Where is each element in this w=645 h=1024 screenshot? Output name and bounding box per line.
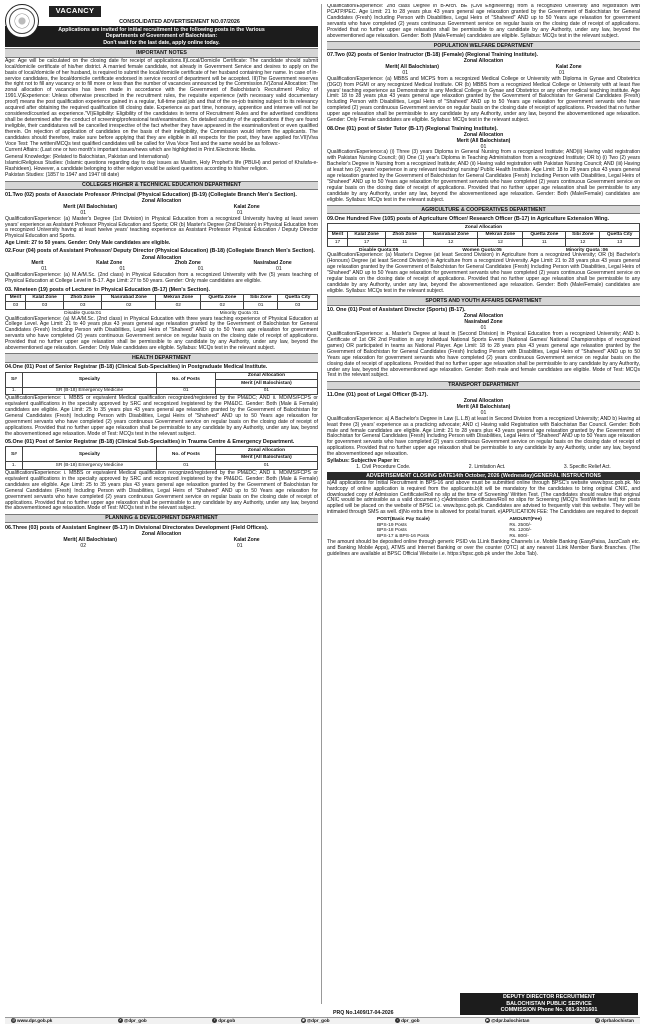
- table-header: Mekran Zone: [156, 294, 201, 302]
- prq-number: PRQ No.1409/17-04-2026: [333, 1009, 394, 1016]
- globe-icon: ◎: [11, 1018, 16, 1023]
- table-cell: BPS-18 Posts: [376, 528, 407, 534]
- table-header: Specialty: [22, 447, 156, 462]
- intro-banner: [5, 26, 318, 47]
- table-cell: 02: [102, 302, 156, 310]
- social-label: @dpr_gob: [306, 1018, 330, 1024]
- table-header: S#: [6, 447, 23, 462]
- table-cell: 01: [156, 387, 215, 395]
- tiktok-icon: ♪: [396, 1018, 399, 1023]
- zone-name: Merit (All Balochistan): [456, 137, 511, 144]
- qualification-text: Qualification/Experience: (a) MBBS and MCPS from a recognized Medical College or University with Diploma in Gynae and Obstetrics (DGO) from PGMI or any recognized Medical Institute. OR (b) MBBS from a recognized Medical College or University with at least five years' teaching experience as Demonstrator in any Medical College in Gynae and Obstetrics or any other medical teaching institute. Age Limit: 18 to 28 years plus 43 years general age relaxation granted by the Government of Balochistan for General Candidates (Fresh) Including Person with Disabilities, Legal Heirs of "Shaheed" AND up to 50 Years age relaxation for government servants who have completed (2) years continuous Government service on regular basis on the closing date of receipt of applications. Provided that no further upper age relaxation shall be permissible to any candidate by any Authority, under any law, beyond the abovementioned age relaxation. Gender: Only Female candidates are eligible. Syllabus: MCQs test in the relevant subject.: [327, 75, 640, 124]
- table-header: Merit (All Balochistan): [215, 380, 317, 388]
- zone-count: 01: [402, 69, 409, 76]
- qualification-text: Qualification/Experience: i. MBBS or equivalent Medical qualification recognized/registered by the PM&DC; AND ii. MD/MS/FCPS or equivalent qualifications in the specialty approved by SRC and recognized /registered by the PM&DC. Gender: Both (Male & Female) candidates are eligible. Age Limit: 25 to 35 years plus 43 years general age relaxation granted by the Government of Balochistan for General Candidates (Fresh) Including Person with Disabilities, Legal Heirs of "Shaheed" AND up to 50 Years age relaxation for government servants who have completed (2) years continuous Government service on regular basis on the closing date of receipt of applications. Provided that no further upper age relaxation shall be permissible to any candidate by any Authority, under any law, beyond the abovementioned age relaxation. Mode of Test: MCQs test in the relevant subject.: [5, 470, 318, 512]
- table-cell: 1.: [6, 387, 23, 395]
- threads-icon: @: [595, 1018, 600, 1023]
- specialty-table: [5, 372, 318, 396]
- table-header: Sibi Zone: [244, 294, 278, 302]
- qualification-text: Qualification/Experience: (a) Master's Degree (at least Second Division) in Agriculture from a recognized University; OR (b) Bachelor's (Honours) Degree (at least Second Division) in Agriculture from a recognized University. Age Limit: 21 to 28 years plus 43 years general age relaxation granted by the Government of Balochistan for General Candidates (Fresh) Including Person with Disabilities, Legal Heirs of "Shaheed" AND up to 50 Years age relaxation for government servants who have completed (2) years continuous Government service on regular basis on the closing date of receipt of applications. Provided that no further upper age relaxation shall be permissible to any candidate by any Authority, under any law, beyond the abovementioned age relaxation. Gender: Both (Male/Female) candidates are eligible. Syllabus: MCQs test in the relevant subject.: [327, 252, 640, 294]
- qualification-text: Qualification/Experience: a. Master's Degree at least in (Second Division) in Physical Education from a recognized University; AND b. Certificate of 1st OR 2nd Position in any Individual National Sports Events (National Games/ National Championships of recognized games) OR participated in teams as National Player. Age Limit: 18 to 28 years plus 43 years general age relaxation granted by the Government of Balochistan for General Candidates (Fresh) Including Person with Disabilities, Legal Heirs of "Shaheed" AND up to 50 Years age relaxation for government servants who have completed (2) years continuous Government service on regular basis on the closing date of receipt of applications. Provided that no further upper age relaxation shall be permissible to any candidate by any Authority, under any law, beyond the abovementioned age relaxation. Gender: Both male and female candidates are eligible. Mode of Test: MCQs Test in the relevant subject.: [327, 331, 640, 379]
- social-label: dpr_gob: [401, 1018, 420, 1024]
- table-header: Merit: [6, 294, 26, 302]
- zone-count: 01: [276, 266, 282, 273]
- quota-item: Women Quota:05: [462, 247, 502, 253]
- zonal-allocation-label: Zonal Allocation: [141, 530, 182, 537]
- table-cell: 1.: [6, 462, 23, 470]
- table-cell: 12: [424, 239, 478, 247]
- quota-item: Minority Quota :06: [565, 247, 608, 253]
- table-cell: BPS-17 & BPS-16 Posts: [376, 533, 430, 539]
- social-label: dprbalochistan: [601, 1018, 634, 1024]
- subject-item: 1. Civil Procedure Code.: [356, 464, 411, 471]
- zonal-allocation-label: Zonal Allocation: [463, 131, 504, 138]
- table-cell: 12: [478, 239, 523, 247]
- table-cell: 01: [244, 302, 278, 310]
- section-heading-population: POPULATION WELFARE DEPARTMENT: [327, 41, 640, 50]
- post-title: 07.Two (02) posts of Senior Instructor (B-18) (Female) (Regional Training Institute).: [327, 51, 539, 58]
- subject-item: 3. Specific Relief Act.: [563, 464, 611, 471]
- qualification-text: Qualification/Experience: (a) M.A/M.Sc. (2nd class) in Physical Education from a recognized University with five (5) years teaching of Physical Education at College Level in B-17. Age Limit: 27 to 50 years. Gender: Only male candidates are eligible.: [5, 272, 318, 285]
- notes-paragraph: Current Affairs: (Last one or two month's important issues/news which are highlighted in Print /Electronic Media.: [5, 147, 257, 153]
- section-heading-sports: SPORTS AND YOUTH AFFAIRS DEPARTMENT: [327, 296, 640, 305]
- left-column: [5, 4, 322, 1004]
- section-heading-transport: TRANSPORT DEPARTMENT: [327, 381, 640, 390]
- fee-table: [374, 517, 593, 539]
- quota-item: Disable Quota:01: [64, 310, 102, 316]
- zone-count: 01: [236, 542, 243, 549]
- banner-line: Don't wait for the last date, apply online today.: [103, 39, 220, 46]
- table-header: Zonal Allocation: [215, 372, 317, 380]
- zone-count: 01: [41, 266, 47, 273]
- facebook-icon: f: [214, 1018, 216, 1023]
- post-title: 05.One (01) Post of Senior Registrar (B-18) (Clinical Sub-Specialties) in Trauma Centre & Emergency Department.: [5, 439, 295, 446]
- table-cell: SR (B-18) Emergency Medicine: [22, 462, 156, 470]
- social-item[interactable]: [118, 1018, 147, 1023]
- zone-table: [327, 223, 640, 247]
- notes-paragraph: Islamic/Religious Studies: (Islamic questions regarding day to day issues as Muslim, Holy Prophet's life (PBUH) and period of Khulafa-e-Rashideen). However, a candidate belonging to other religion would be asked questions according to his/her religion.: [5, 160, 318, 172]
- zone-name: Merit (All Balochistan): [63, 203, 118, 210]
- table-cell: 01: [156, 462, 215, 470]
- social-label: @dpr.balochistan: [491, 1018, 530, 1024]
- table-cell: 13: [600, 239, 640, 247]
- table-cell: SR (B-18) Emergency Medicine: [22, 387, 156, 395]
- instructions-text: a)All applications for Initial Recruitment in BPS-16 and above must be submitted online through BPSC's website www.bpsc.gob.pk. No hardcopy of online application is required from the applicants.b)It will be mandatory for the candidates to bring original CNIC, and downloaded copy of Admission Certificate/Roll no slip at the time of Screening/ Written Test. (The candidates should realize that original CNIC would be admissible as a valid document.) c)Admission Certificates/Roll no slips for Screening (MCQ's Test/Written test) for posts applied will be placed on the website of BPSC i.e. www.bpsc.gob.pk. Candidates are advised to frequently visit this website. They will be intimated through SMS as well. d)No extra time is allowed for postal transit. e)APPLICATION FEE: The Candidates are required to deposit: [327, 479, 640, 516]
- table-header: AMOUNT(Fee): [509, 517, 542, 523]
- table-header: Kalat Zone: [26, 294, 64, 302]
- table-cell: 11: [523, 239, 566, 247]
- notes-paragraph: Age: Age will be calculated on the closing date for receipt of applications.II)Local/Domicile Certificate: The candidate should submit local/domicile certificate of his/her district. A married female candidate, not already in Government Service and desires to apply on the basis of local/domicile of her husband, is required to submit the local/domicile certificate of her husband containing her name. In case of in-service candidates, the local/domicile certificate endorsed in service record of department will be accepted. III)The Government reserves the right not to fill any vacancy or to fill more or less than the number of vacancies announced by the Commission.IV)Zonal Allocation: The zonal allocation of vacancies has been made in accordance with the Government of Balochistan's Recruitment Policy of 1991.V)Experience: Unless otherwise prescribed in the recruitment rules, the requisite experience (with necessary valid documentary proof) means the post qualification experience gained in a regular, full-time paid job and that of the on-job training subject to its relevancy acquired after obtaining the required qualification till closing date. Experience as part time, honorary, apprentice and internee will not be considered/counted as experience."VI)Eligibility: Eligibility of the candidates in terms of Recruitment Rules and the advertised conditions shall be determined after the conduct of screening/professional test/examination. On detailed scrutiny of the applications if they are found ineligible, their candidatures will be cancelled irrespective of the fact whether they have appeared in the examination/test or even qualified therein. On rejection of application of candidates on the basis of their ineligibility, the Commission would inform the applicants. The candidates should therefore, make sure before applying that they are eligible in all respects for the post, they have applied for.VII)Viva Voce Test: The written/MCQs test qualified candidates will be called for Viva Voce Test and the same would be as follows:-: [5, 57, 318, 147]
- qualification-text: Qualification/Experience: (a) M.A/M.Sc. (2nd class) in Physical Education with three years teaching experience of Physical Education at College Level. Age Limit: 21 to 40 years plus 43 years general age relaxation granted by the Government of Balochistan for General Candidates (Fresh) Including Person with Disabilities, Legal Heirs of "Shaheed" AND up to 50 Years age relaxation for government servants who have completed (2) years continuous Government service on regular basis on the closing date of receipt of applications. Provided that no further upper age relaxation shall be permissible to any candidate by any Authority, under any law, beyond the abovementioned age relaxation. Gender: Only Male candidates are eligible. Syllabus: MCQs test in the relevant subject.: [5, 315, 318, 352]
- table-header: Nasirabad Zone: [424, 231, 478, 239]
- footer: [5, 993, 640, 1024]
- zone-name: Merit( All Balochistan): [385, 63, 439, 70]
- social-item[interactable]: [395, 1018, 419, 1023]
- table-cell: 01: [215, 462, 317, 470]
- quota-item: Minority Quota :01: [219, 310, 259, 316]
- zone-name: Zhob Zone: [174, 260, 201, 267]
- subject-item: 2. Limitation Act.: [468, 464, 506, 471]
- zone-count: 01: [236, 209, 243, 216]
- table-header: Zonal Allocation: [215, 447, 317, 455]
- signature-line: COMMISSION Phone No. 081-9201601: [500, 1007, 598, 1014]
- post-title: 01.Two (02) posts of Associate Professor /Principal (Physical Education) (B-19) (Collegiate Branch Men's Section).: [5, 191, 297, 198]
- section-heading-important-notes: IMPORTANT NOTES: [5, 48, 318, 57]
- zonal-allocation-label: Zonal Allocation: [141, 197, 182, 204]
- social-bar: [5, 1017, 640, 1024]
- section-heading-health: HEALTH DEPARTMENT: [5, 353, 318, 362]
- table-header: Quetta City: [278, 294, 318, 302]
- table-cell: 17: [348, 239, 386, 247]
- zone-count: 01: [480, 325, 487, 332]
- table-header: Nasirabad Zone: [102, 294, 156, 302]
- post-title: 11.One (01) post of Legal Officer (B-17).: [327, 391, 428, 398]
- table-cell: 03: [6, 302, 26, 310]
- zonal-allocation-label: Zonal Allocation: [141, 254, 182, 261]
- notes-paragraph: Pakistan Studies: (1857 to 1947 and 1947 till date): [5, 172, 120, 179]
- closing-date-banner: ADVERTISEMENT CLOSING DATE14th October, 2026 (Wednesday)GENERAL INSTRUCTIONS: [327, 472, 640, 479]
- table-cell: 11: [386, 239, 424, 247]
- zone-name: Merit: [31, 260, 44, 267]
- table-cell: BPS-19 Posts: [376, 522, 407, 528]
- zone-count: 01: [480, 143, 487, 150]
- zone-name: Nasirabad Zone: [464, 319, 503, 326]
- signature-block: [460, 993, 638, 1015]
- signature-line: DEPUTY DIRECTOR RECRUITMENT: [502, 993, 596, 1000]
- specialty-table: [5, 446, 318, 470]
- table-header: Zhob Zone: [386, 231, 424, 239]
- post-title: 08.One (01) post of Sister Tutor (B-17) (Regional Training Institute).: [327, 125, 498, 132]
- quota-item: Disable Quota:05: [359, 247, 399, 253]
- table-cell: 03: [278, 302, 318, 310]
- instagram-icon: ◉: [301, 1018, 305, 1023]
- zonal-allocation-label: Zonal Allocation: [463, 58, 504, 65]
- table-header: Quetta Zone: [201, 294, 244, 302]
- x-icon: X: [119, 1018, 122, 1023]
- table-header: S#: [6, 372, 23, 387]
- vacancy-label: VACANCY: [49, 6, 101, 17]
- post-title: 09.One Hundred Five (105) posts of Agriculture Officer/ Research Officer (B-17) in Agriculture Extension Wing.: [327, 215, 610, 222]
- post-title: 10. One (01) Post of Assistant Director (Sports) (B-17).: [327, 307, 466, 314]
- bpsc-logo: [5, 4, 39, 38]
- section-heading-planning: PLANNING & DEVELOPMENT DEPARTMENT: [5, 514, 318, 523]
- table-header: Sibi Zone: [566, 231, 600, 239]
- zone-name: Nasirabad Zone: [253, 260, 292, 267]
- zone-name: Kalat Zone: [233, 203, 260, 210]
- social-label: dpr.gob: [218, 1018, 236, 1024]
- table-header: Specialty: [22, 372, 156, 387]
- post-title: 02.Four (04) posts of Assistant Professor/ Deputy Director (Physical Education) (B-18) (Collegiate Branch Men's Section).: [5, 248, 315, 255]
- zone-count: 01: [480, 409, 487, 416]
- table-cell: Rs. 2500/-: [509, 522, 532, 528]
- social-item[interactable]: [595, 1018, 634, 1023]
- table-cell: Rs. 1200/-: [509, 528, 532, 534]
- table-header: Zonal Allocation: [328, 224, 640, 232]
- post-title: 06.Three (03) posts of Assistant Engineer (B-17) in Divisional Directorates Development (Field Offices).: [5, 524, 269, 531]
- zone-counts: [5, 544, 318, 550]
- table-header: Merit (All Balochistan): [215, 454, 317, 462]
- banner-line: Applications are invited for initial recruitment to the following posts in the Various: [58, 26, 265, 33]
- table-header: Kalat Zone: [348, 231, 386, 239]
- qualification-text: Qualification/Experience: a) A Bachelor's Degree in Law (L.L.B) at least in Second Division from a recognized University; AND b) Having at least three (3) years' experience as a practicing advocate; AND c) Having valid Registration with Balochistan Bar Council. Gender: Both male and female candidates are eligible. Age Limit: 21 to 28 years plus 43 years general age relaxation granted by the Government of Balochistan for General Candidates (Fresh) Including Person with Disabilities, Legal Heirs of "Shaheed" AND up to 50 Years age relaxation for government servants who have completed (2) years continuous Government service on regular basis on the closing date of receipt of applications. Provided that no further upper age relaxation shall be permissible to any candidate by any Authority, under any law, beyond the abovementioned age relaxation.: [327, 415, 640, 458]
- table-header: POST(Basic Pay Scale): [376, 517, 430, 523]
- zone-count: 01: [558, 69, 565, 76]
- table-cell: 01: [215, 387, 317, 395]
- social-item[interactable]: [301, 1018, 330, 1023]
- zone-table: [5, 294, 318, 310]
- qualification-text: Qualification/Experience: (a) Master's Degree (1st Division) in Physical Education from a recognized University having at least seven years' experience as Assistant Professor Physical Education and Sports; OR (b) Master's Degree (2nd Division) in Physical Education from a recognized University having at least twelve years' teaching experience as Assistant Professor Physical Education / Deputy Director Physical Education and Sports.: [5, 215, 318, 240]
- zone-count: 01: [80, 209, 87, 216]
- table-header: Quetta City: [600, 231, 640, 239]
- subject-list: [327, 465, 640, 471]
- zone-name: Merit (All Balochistan): [456, 403, 511, 410]
- qualification-text: Qualification/Experience: i. MBBS or equivalent Medical qualification recognized/registered by the PM&DC; AND ii. MD/MS/FCPS or equivalent qualifications in the specialty approved by SRC and recognized /registered by the PM&DC. Gender: Both (Male & Female) candidates are eligible. Age Limit: 25 to 35 years plus 43 years general age relaxation granted by the Government of Balochistan for General Candidates (Fresh) Including Person with Disabilities, Legal Heirs of "Shaheed" AND up to 50 Years age relaxation for government servants who have completed (2) years continuous Government service on regular basis on the closing date of receipt of applications. Provided that no further upper age relaxation shall be permissible to any candidate by any Authority, under any law, beyond the abovementioned age relaxation. Mode of Test: MCQs test in the relevant subject.: [5, 395, 318, 437]
- zone-name: Kalat Zone: [96, 260, 123, 267]
- post-title: 03. Nineteen (19) posts of Lecturer in Physical Education (B-17) (Men's Section).: [5, 286, 210, 293]
- section-heading-colleges: COLLEGES HIGHER & TECHNICAL EDUCATION DEPARTMENT: [5, 181, 318, 190]
- table-cell: 03: [64, 302, 102, 310]
- zone-name: Merit( All Balochistan): [63, 536, 117, 543]
- right-column: [326, 4, 640, 1004]
- social-item[interactable]: [11, 1018, 52, 1023]
- fee-note: The amount should be deposited online through generic PSID via 1Link Banking Channels i.e. Mobile Banking (EasyPaisa, JazzCash etc. and Banking Mobile Apps), ATMS and Internet Banking or over the counter (OTC) at any nearest 1Link Member Bank Branches. (The guidelines are available at BPSC Official Website i.e. https://bpsc.gob.pk under the Jobs Tab).: [327, 539, 640, 558]
- table-header: Quetta Zone: [523, 231, 566, 239]
- qualification-text: Qualification/Experience:a) (i) Three (3) years Diploma in General Nursing from a recognized Institute; AND(ii) Having valid registration with Pakistan Nursing Council; (iii) One (1) year's Diploma in Teaching Administration from a recognized Institute; OR b) (i) Two (2) years Bachelor's Degree in Nursing from a recognized Institute; AND (ii) Having valid registration with Pakistan Nursing Council; AND (iii) Having at least two (2) years' experience in any relevant teaching/ nursing/ Public Health Institute. Age Limit: 18 to 28 years plus 43 years general age relaxation granted by the Government of Balochistan for General Candidates (Fresh) Including Person with Disabilities, Legal Heirs of "Shaheed" AND up to 50 Years age relaxation for government servants who have completed (2) years continuous Government service on regular basis on the closing date of receipt of applications. Provided that no further upper age relaxation shall be permissible to any candidate by any Authority, under any law, beyond the abovementioned age relaxation. Gender: Both (Male/Female) candidates are eligible. Syllabus: MCQs test in the relevant subject.: [327, 149, 640, 203]
- zone-name: Kalat Zone: [233, 536, 260, 543]
- syllabus-label: Syllabus: Subjective Paper in:: [327, 457, 400, 464]
- banner-line: Departments of Government of Balochistan:: [105, 33, 218, 40]
- zonal-allocation-label: Zonal Allocation: [463, 313, 504, 320]
- signature-line: BALOCHISTAN PUBLIC SERVICE: [506, 1000, 592, 1007]
- table-cell: 02: [156, 302, 201, 310]
- table-cell: 12: [566, 239, 600, 247]
- table-header: Mekran Zone: [478, 231, 523, 239]
- table-header: No. of Posts: [156, 447, 215, 462]
- social-label: @dpr_gob: [123, 1018, 147, 1024]
- social-item[interactable]: [485, 1018, 529, 1023]
- table-header: Zhob Zone: [64, 294, 102, 302]
- table-cell: 17: [328, 239, 348, 247]
- table-header: No. of Posts: [156, 372, 215, 387]
- section-heading-agriculture: AGRICULTURE & COOPERATIVES DEPARTMENT: [327, 205, 640, 214]
- age-limit-text: Age Limit: 27 to 50 years. Gender: Only Male candidates are eligible.: [5, 239, 171, 246]
- table-cell: 02: [201, 302, 244, 310]
- zone-count: 01: [197, 266, 204, 273]
- youtube-icon: ▶: [486, 1018, 489, 1023]
- table-cell: Rs. 800/-: [509, 533, 529, 539]
- post-title: 04.One (01) Post of Senior Registrar (B-18) (Clinical Sub-Specialties) in Postgraduate Medical Institute.: [5, 364, 268, 371]
- zonal-allocation-label: Zonal Allocation: [463, 397, 504, 404]
- table-header: Merit: [328, 231, 348, 239]
- qualification-text: Qualification/Experience: 2nd class Degree in B-Arch. BE (Civil Engineering) from a recognized University and registration with PCATP/PEC. Age Limit: 21 to 28 years plus 43 years general age relaxation granted by the Government of Balochistan for General Candidates (Fresh) Including Person with Disabilities, Legal Heirs of "Shaheed" AND up to 50 Years age relaxation for government servants who have completed (2) years continuous Government service on regular basis on the closing date of receipt of applications. Provided that no further upper age relaxation shall be permissible to any candidate by any Authority, under any law, beyond the abovementioned age relaxation. Gender: Both (Male/Female) candidates are eligible. Syllabus: MCQs test in the relevant subject.: [327, 4, 640, 39]
- social-label: www.dpr.gob.pk: [17, 1018, 53, 1024]
- notes-paragraph: General Knowledge: (Related to Balochistan, Pakistan and International): [5, 153, 169, 160]
- advertisement-number: CONSOLIDATED ADVERTISEMENT NO.07/2026: [119, 18, 240, 25]
- zone-count: 02: [80, 542, 87, 549]
- table-cell: 03: [26, 302, 64, 310]
- social-item[interactable]: [212, 1018, 235, 1023]
- zone-name: Kalat Zone: [555, 63, 582, 70]
- zone-count: 01: [119, 266, 126, 273]
